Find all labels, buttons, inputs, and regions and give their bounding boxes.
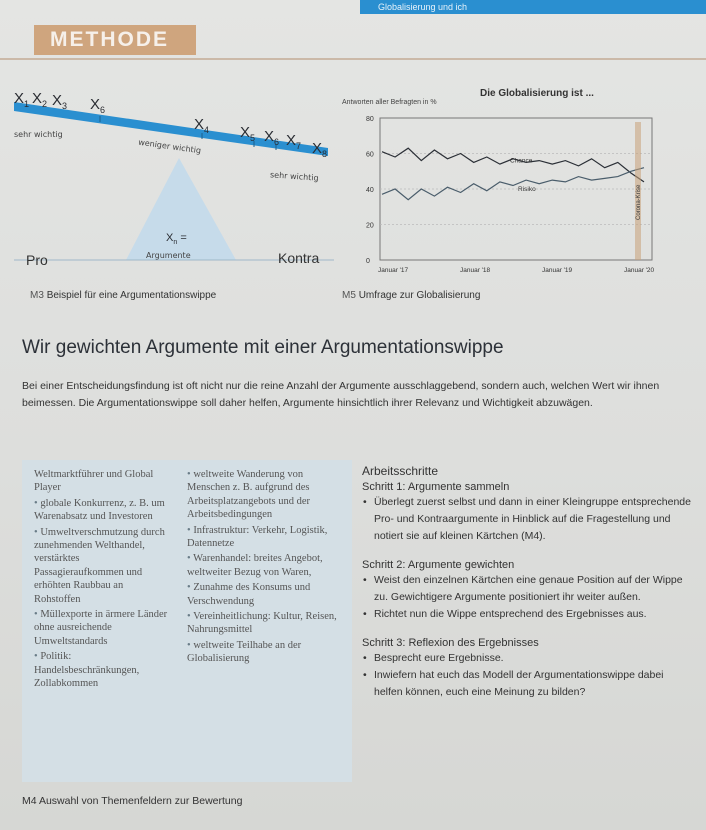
weight-x8: $X_7$	[286, 132, 302, 151]
fulcrum-label: Argumente	[146, 251, 191, 260]
y-tick-label: 20	[366, 222, 374, 230]
series-line-risiko	[382, 168, 644, 200]
weight-x3: $X_3$	[52, 92, 68, 111]
chart-subtitle: Antworten aller Befragten in %	[342, 99, 437, 106]
fulcrum-xn: $X_n$ =	[166, 232, 187, 247]
topic-item: • Zunahme des Konsums und Verschwendung	[187, 582, 311, 607]
topic-item: • Vereinheitlichung: Kultur, Reisen, Nahrungsmittel	[187, 611, 337, 636]
weight-x4: $X_4$	[194, 116, 210, 135]
x-tick-label: Januar '17	[378, 267, 409, 274]
topic-item: • weltweite Teilhabe an der Globalisierung	[187, 639, 302, 665]
topic-item: • Politik: Handelsbeschränkungen, Zollabkommen	[34, 651, 140, 690]
step-1-bullet: • Überlegt zuerst selbst und dann in einer Kleingruppe entsprechende Pro- und Kontraargumente in Hinblick auf die Fragestellung und notiert sie auf kleinen Kärtchen (M4).	[362, 494, 692, 545]
topic-column-1	[34, 468, 170, 691]
chapter-topbar: Globalisierung und ich	[360, 0, 706, 14]
label-very-important-left: sehr wichtig	[14, 130, 63, 139]
header-rule	[0, 58, 706, 60]
topic-fields-box	[22, 460, 352, 782]
weight-x2: $X_2$	[32, 90, 48, 109]
topic-item: • Müllexporte in ärmere Länder ohne ausreichende Umweltstandards	[34, 609, 168, 647]
y-tick-label: 40	[366, 187, 374, 194]
weight-x1: $X_1$	[14, 90, 30, 109]
step-3-bullet-2: • Inwiefern hat euch das Modell der Argumentationswippe dabei helfen können, euch eine Meinung zu bilden?	[362, 667, 692, 701]
corona-annotation: Corona-Krise	[636, 184, 642, 220]
topic-item: Weltmarktführer und Global Player	[34, 469, 154, 494]
chart-title: Die Globalisierung ist ...	[480, 88, 594, 99]
weight-x5: $X_5$	[240, 124, 256, 143]
intro-paragraph: Bei einer Entscheidungsfindung ist oft nicht nur die reine Anzahl der Argumente ausschlaggebend, sondern auch, welchen Wert wir ihnen beimessen. Die Argumentationswippe soll daher helfen, Argumente hinsichtlich ihrer Relevanz und Wichtigkeit abzuwägen.	[22, 380, 660, 409]
m5-caption: M5 Umfrage zur Globalisierung	[342, 290, 481, 301]
m4-caption: M4 Auswahl von Themenfeldern zur Bewertung	[22, 795, 243, 807]
step-3-title: Schritt 3: Reflexion des Ergebnisses	[362, 637, 539, 649]
pro-label: Pro	[26, 252, 48, 268]
series-label-risiko: Risiko	[518, 185, 536, 193]
topic-item: • Warenhandel: breites Angebot, weltweiter Bezug von Waren,	[187, 553, 323, 578]
step-2-bullet-2: • Richtet nun die Wippe entsprechend des Ergebnisses aus.	[362, 606, 692, 623]
y-tick-label: 0	[366, 258, 370, 265]
y-tick-label: 80	[366, 116, 374, 123]
y-tick-label: 60	[366, 151, 374, 159]
weight-x7: $X_6$	[264, 128, 280, 147]
topic-item: • Umweltverschmutzung durch zunehmenden Welthandel, verstärktes Passagieraufkommen und erhöhten Raubbau an Rohstoffen	[34, 526, 165, 605]
work-steps	[362, 464, 692, 701]
weight-x6-left: $X_6$	[90, 96, 106, 115]
step-2-title: Schritt 2: Argumente gewichten	[362, 559, 515, 571]
work-steps-title: Arbeitsschritte	[362, 464, 439, 478]
step-3-bullet-1: • Besprecht eure Ergebnisse.	[362, 650, 692, 667]
series-label-chance: Chance	[510, 157, 533, 165]
method-badge: METHODE	[34, 25, 196, 55]
topic-item: • globale Konkurrenz, z. B. um Warenabsatz und Investoren	[34, 497, 165, 523]
topic-item: • weltweite Wanderung von Menschen z. B. aufgrund des Arbeitsplatzangebots und der Arbeitsbedingungen	[187, 469, 311, 521]
x-tick-label: Januar '20	[624, 267, 655, 274]
x-tick-label: Januar '18	[460, 267, 491, 274]
step-1-title: Schritt 1: Argumente sammeln	[362, 481, 510, 493]
weight-x9: $X_8$	[312, 140, 328, 159]
m3-caption: M3 Beispiel für eine Argumentationswippe	[30, 290, 217, 301]
argumentation-seesaw-figure	[14, 78, 334, 278]
label-very-important-right: sehr wichtig	[269, 170, 319, 183]
topic-item: • Infrastruktur: Verkehr, Logistik, Datennetze	[187, 524, 328, 550]
contra-label: Kontra	[278, 250, 320, 266]
page-title: Wir gewichten Argumente mit einer Argumentationswippe	[22, 337, 504, 358]
x-tick-label: Januar '19	[542, 267, 573, 274]
label-less-important: weniger wichtig	[137, 137, 202, 156]
globalization-line-chart	[340, 100, 660, 285]
topic-column-2	[187, 468, 345, 666]
step-2-bullet-1: • Weist den einzelnen Kärtchen eine genaue Position auf der Wippe zu. Gewichtigere Argumente positioniert ihr weiter außen.	[362, 572, 692, 606]
